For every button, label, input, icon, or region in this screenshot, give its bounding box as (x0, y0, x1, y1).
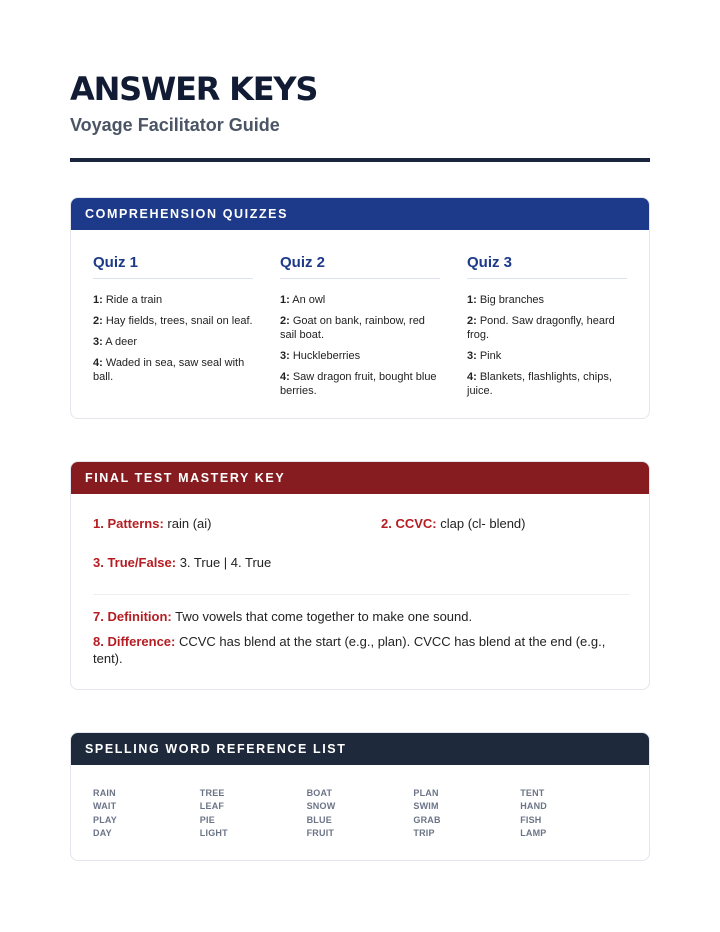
final-test-card (70, 461, 650, 690)
quiz-title: Quiz 3 (467, 254, 627, 279)
spelling-word: TRIP (413, 827, 435, 838)
quiz-column-2 (280, 230, 440, 405)
answer-number: 3: (467, 350, 477, 362)
answer-number: 1: (93, 294, 103, 306)
spelling-word: GRAB (413, 814, 441, 825)
quiz-answer (467, 349, 627, 363)
true-false-label: 3. True/False: (93, 555, 177, 570)
answer-text: Pink (479, 350, 502, 362)
answer-text: Blankets, flashlights, chips, juice. (467, 371, 612, 397)
quiz-answer (467, 370, 627, 398)
answer-number: 4: (280, 371, 290, 383)
final-test-heading: FINAL TEST MASTERY KEY (71, 462, 649, 494)
difference-label: 8. Difference: (93, 634, 176, 649)
quiz-title: Quiz 1 (93, 254, 253, 279)
spelling-word: HAND (520, 801, 547, 812)
final-divider (93, 594, 629, 595)
spelling-word: LIGHT (199, 827, 228, 838)
quiz-column-1 (93, 230, 253, 405)
spelling-column-5 (520, 787, 627, 840)
quiz-column-3 (467, 230, 627, 405)
answer-number: 2: (467, 315, 477, 327)
answer-number: 4: (93, 357, 103, 369)
quiz-answer (93, 314, 253, 328)
quiz-answer (280, 314, 440, 342)
answer-number: 3: (280, 350, 290, 362)
page-subtitle: Voyage Facilitator Guide (70, 115, 280, 135)
spelling-word: LAMP (520, 827, 547, 838)
answer-text: An owl (292, 294, 326, 306)
answer-text: Goat on bank, rainbow, red sail boat. (280, 315, 425, 341)
answer-number: 1: (280, 294, 290, 306)
spelling-word: PLAY (93, 814, 117, 825)
spelling-list-card (70, 732, 650, 861)
answer-text: Pond. Saw dragonfly, heard frog. (467, 315, 615, 341)
ccvc-text: clap (cl- blend) (436, 516, 526, 531)
spelling-word: FISH (520, 814, 542, 825)
quiz-answer (467, 314, 627, 342)
quiz-answer (93, 293, 253, 307)
answer-number: 2: (280, 315, 290, 327)
title-divider (70, 158, 650, 162)
spelling-word: PLAN (413, 788, 439, 798)
ccvc-answer (381, 515, 526, 532)
quiz-title: Quiz 2 (280, 254, 440, 279)
answer-number: 1: (467, 294, 477, 306)
difference-text: CCVC has blend at the start (e.g., plan). CVCC has blend at the end (e.g., tent). (93, 634, 606, 666)
patterns-text: rain (ai) (163, 516, 212, 531)
answer-text: Big branches (479, 294, 545, 306)
spelling-word: BLUE (306, 814, 332, 825)
quiz-answer (280, 370, 440, 398)
answer-text: Ride a train (105, 294, 163, 306)
quiz-answer (93, 356, 253, 384)
spelling-word: TREE (199, 788, 225, 798)
definition-answer (93, 608, 629, 625)
quiz-answer (280, 293, 440, 307)
answer-text: Huckleberries (292, 350, 361, 362)
spelling-word: RAIN (93, 788, 116, 798)
definition-label: 7. Definition: (93, 609, 172, 624)
answer-text: A deer (105, 336, 138, 348)
spelling-list-heading: SPELLING WORD REFERENCE LIST (71, 733, 649, 765)
spelling-word: WAIT (93, 801, 117, 812)
patterns-label: 1. Patterns: (93, 516, 164, 531)
answer-text: Saw dragon fruit, bought blue berries. (280, 371, 437, 397)
definition-text: Two vowels that come together to make one sound. (171, 609, 473, 624)
quiz-answer (93, 335, 253, 349)
spelling-column-3 (307, 787, 414, 840)
spelling-word: FRUIT (306, 827, 335, 838)
answer-text: Waded in sea, saw seal with ball. (93, 357, 245, 383)
spelling-word: SWIM (413, 801, 439, 812)
spelling-word: BOAT (306, 788, 333, 798)
patterns-answer (93, 515, 212, 532)
ccvc-label: 2. CCVC: (381, 516, 437, 531)
true-false-text: 3. True | 4. True (176, 555, 272, 570)
spelling-word: PIE (199, 814, 215, 825)
comprehension-quizzes-heading: COMPREHENSION QUIZZES (71, 198, 649, 230)
quiz-answer (467, 293, 627, 307)
spelling-word: LEAF (199, 801, 225, 812)
comprehension-quizzes-card (70, 197, 650, 419)
spelling-word: TENT (520, 788, 545, 798)
spelling-word: SNOW (306, 801, 336, 812)
answer-number: 4: (467, 371, 477, 383)
answer-number: 3: (93, 336, 103, 348)
page-title: ANSWER KEYS (70, 70, 318, 108)
spelling-column-2 (200, 787, 307, 840)
answer-number: 2: (93, 315, 103, 327)
difference-answer (93, 633, 613, 667)
answer-text: Hay fields, trees, snail on leaf. (105, 315, 253, 327)
spelling-column-4 (413, 787, 520, 840)
true-false-answer (93, 554, 271, 571)
spelling-column-1 (93, 787, 200, 840)
quiz-answer (280, 349, 440, 363)
spelling-word: DAY (93, 827, 112, 838)
